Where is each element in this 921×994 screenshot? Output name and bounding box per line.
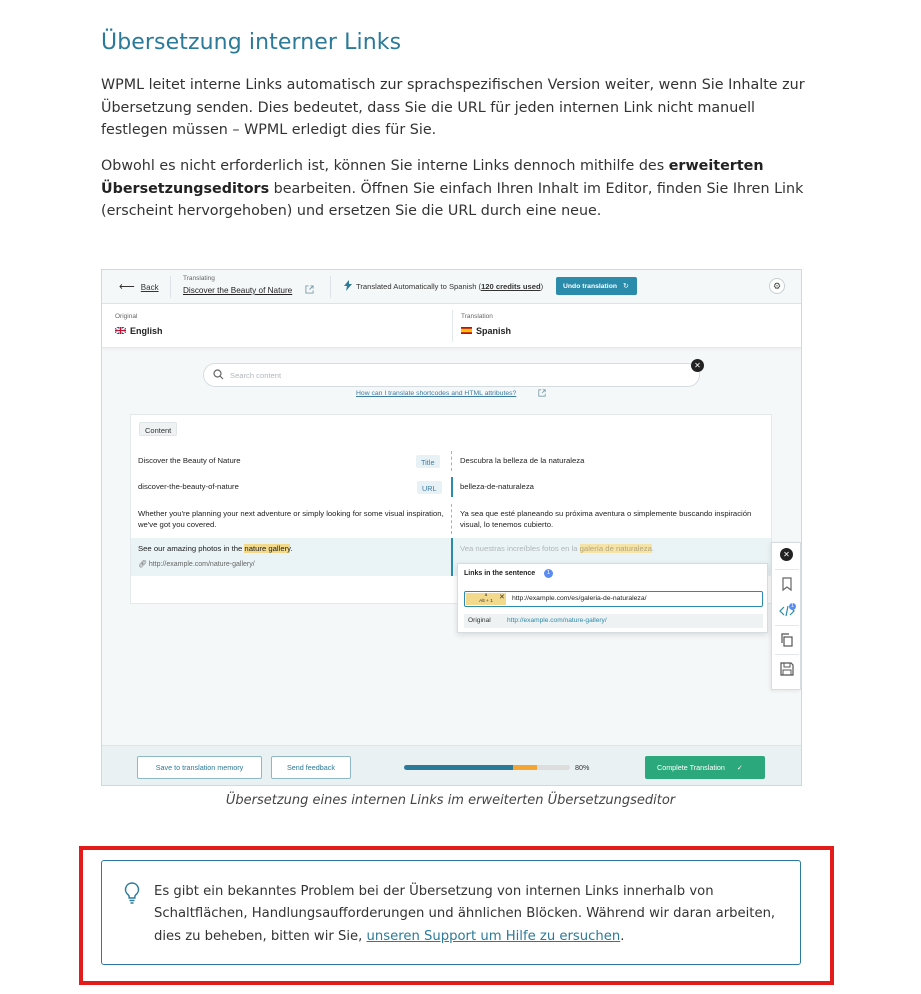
source-text: Whether you're planning your next adventure or simply looking for some visual inspiration, we've got you covered.	[138, 509, 444, 529]
close-icon[interactable]: ✕	[780, 548, 793, 561]
row-divider	[451, 451, 453, 471]
editor-topbar	[102, 270, 801, 304]
translation-text[interactable]: belleza-de-naturaleza	[460, 482, 534, 491]
code-count-badge: 1	[789, 603, 796, 610]
divider	[452, 310, 453, 342]
copy-icon[interactable]	[779, 632, 795, 648]
paragraph-text: Obwohl es nicht erforderlich ist, können Sie interne Links dennoch mithilfe des	[101, 158, 669, 174]
shortcodes-help-link[interactable]: How can I translate shortcodes and HTML attributes?	[356, 390, 517, 397]
row-divider	[451, 504, 453, 534]
translation-language: Spanish	[476, 326, 512, 336]
source-text	[138, 543, 444, 554]
notice-body: .	[620, 928, 625, 944]
source-segment: See our amazing photos in the	[138, 544, 245, 553]
paragraph-text: bearbeiten. Öffnen Sie einfach Ihren Inhalt im Editor, finden Sie Ihren Link (erscheint hervorgehoben) und ersetzen Sie die URL durch eine neue.	[101, 180, 804, 219]
undo-label: Undo translation	[563, 283, 617, 290]
complete-translation-button[interactable]	[645, 756, 765, 779]
divider	[775, 625, 799, 626]
figure-caption: Übersetzung eines internen Links im erweiterten Übersetzungseditor	[225, 793, 676, 808]
side-toolbar	[771, 542, 801, 690]
uk-flag-icon	[115, 327, 126, 334]
send-feedback-button[interactable]: Send feedback	[271, 756, 351, 779]
bookmark-icon[interactable]	[779, 576, 795, 592]
page-title: Übersetzung interner Links	[101, 30, 402, 55]
links-popover-title: Links in the sentence	[464, 570, 536, 577]
check-icon: ✓	[736, 763, 743, 772]
translation-text[interactable]: Ya sea que esté planeando su próxima aventura o simplemente buscando inspiración visual, lo tenemos cubierto.	[460, 509, 752, 529]
original-language: English	[130, 326, 163, 336]
status-text: Translated Automatically to Spanish (	[356, 282, 482, 291]
source-segment: .	[290, 544, 293, 553]
save-icon[interactable]	[779, 661, 795, 677]
translating-label: Translating	[183, 275, 215, 282]
target-segment: .	[651, 544, 655, 553]
support-link[interactable]: unseren Support um Hilfe zu ersuchen	[366, 928, 621, 944]
field-type-tag: Title	[416, 455, 440, 468]
chip-letter: a	[484, 593, 488, 598]
translated-link-url-input[interactable]	[464, 591, 763, 607]
search-placeholder: Search content	[230, 371, 282, 380]
complete-label: Complete Translation	[657, 763, 725, 772]
divider	[330, 276, 331, 298]
arrow-left-icon: ⟵	[119, 281, 135, 293]
remove-link-icon[interactable]: ✕	[499, 594, 505, 601]
source-text: Discover the Beauty of Nature	[138, 456, 241, 465]
save-to-translation-memory-button[interactable]: Save to translation memory	[137, 756, 262, 779]
content-section-tag: Content	[139, 422, 177, 436]
progress-fill-pending	[513, 765, 537, 770]
info-notice	[101, 860, 801, 965]
translation-text[interactable]	[460, 543, 760, 554]
notice-body: Es gibt ein bekanntes Problem bei der Übersetzung von internen Links innerhalb von Schaltflächen, Handlungsaufforderungen und ähnlichen Blöcken. Während wir daran arbeiten, dies zu beheben, bitten wir Sie,	[154, 884, 776, 944]
back-label: Back	[140, 283, 159, 292]
language-bar	[102, 304, 801, 348]
original-label: Original	[115, 313, 138, 320]
target-link-highlight[interactable]: galería de naturaleza	[579, 544, 652, 553]
link-icon: 🔗︎	[138, 561, 149, 568]
undo-icon: ↻	[623, 283, 629, 290]
field-type-tag: URL	[417, 481, 442, 494]
translation-progress-bar	[404, 765, 570, 770]
paragraph-bold-text: erweiterten Übersetzungseditors	[101, 158, 764, 197]
links-popover	[457, 563, 768, 633]
row-divider	[451, 477, 453, 497]
lightning-icon	[344, 280, 352, 291]
close-icon[interactable]: ✕	[691, 359, 704, 372]
target-segment: Vea nuestras increíbles fotos en la	[460, 544, 580, 553]
translation-text[interactable]: Descubra la belleza de la naturaleza	[460, 456, 585, 465]
search-icon	[213, 369, 224, 380]
link-url-text: http://example.com/nature-gallery/	[148, 561, 255, 568]
spain-flag-icon	[461, 327, 472, 334]
original-url-row	[464, 614, 763, 628]
document-title-link[interactable]: Discover the Beauty of Nature	[183, 286, 293, 295]
source-text: discover-the-beauty-of-nature	[138, 482, 239, 491]
external-link-icon[interactable]	[305, 285, 314, 294]
editor-paragraph	[101, 155, 811, 223]
table-row[interactable]	[131, 481, 771, 497]
editor-footer	[102, 745, 801, 785]
lightbulb-icon	[122, 881, 142, 905]
progress-percent: 80%	[575, 763, 590, 772]
gear-icon[interactable]: ⚙	[769, 278, 785, 294]
translated-url: http://example.com/es/galeria-de-naturaleza/	[512, 595, 647, 602]
undo-translation-button[interactable]	[556, 277, 637, 295]
table-row[interactable]	[131, 455, 771, 471]
source-link-url	[138, 559, 255, 570]
divider	[775, 569, 799, 570]
chip-shortcut: Alt + 1	[479, 599, 493, 604]
auto-translation-status	[356, 282, 543, 291]
links-count-badge: 1	[544, 569, 553, 578]
divider	[170, 276, 171, 298]
original-url[interactable]: http://example.com/nature-gallery/	[507, 617, 607, 624]
search-input[interactable]	[203, 363, 700, 387]
external-link-icon[interactable]	[538, 389, 546, 397]
credits-used: 120 credits used	[481, 282, 541, 291]
original-url-label: Original	[468, 617, 491, 624]
translation-label: Translation	[461, 313, 493, 320]
source-link-highlight[interactable]: nature gallery	[244, 544, 291, 553]
row-divider	[451, 538, 453, 576]
back-link[interactable]	[119, 280, 159, 293]
editor-screenshot	[101, 269, 802, 786]
status-text: )	[540, 282, 544, 291]
table-row[interactable]	[131, 508, 771, 534]
notice-text	[154, 881, 789, 948]
intro-paragraph: WPML leitet interne Links automatisch zur sprachspezifischen Version weiter, wenn Sie Inhalte zur Übersetzung senden. Dies bedeutet, dass Sie die URL für jeden internen Link nicht manuell festlegen müssen – WPML erledigt dies für Sie.	[101, 77, 805, 138]
divider	[775, 654, 799, 655]
progress-fill	[404, 765, 513, 770]
